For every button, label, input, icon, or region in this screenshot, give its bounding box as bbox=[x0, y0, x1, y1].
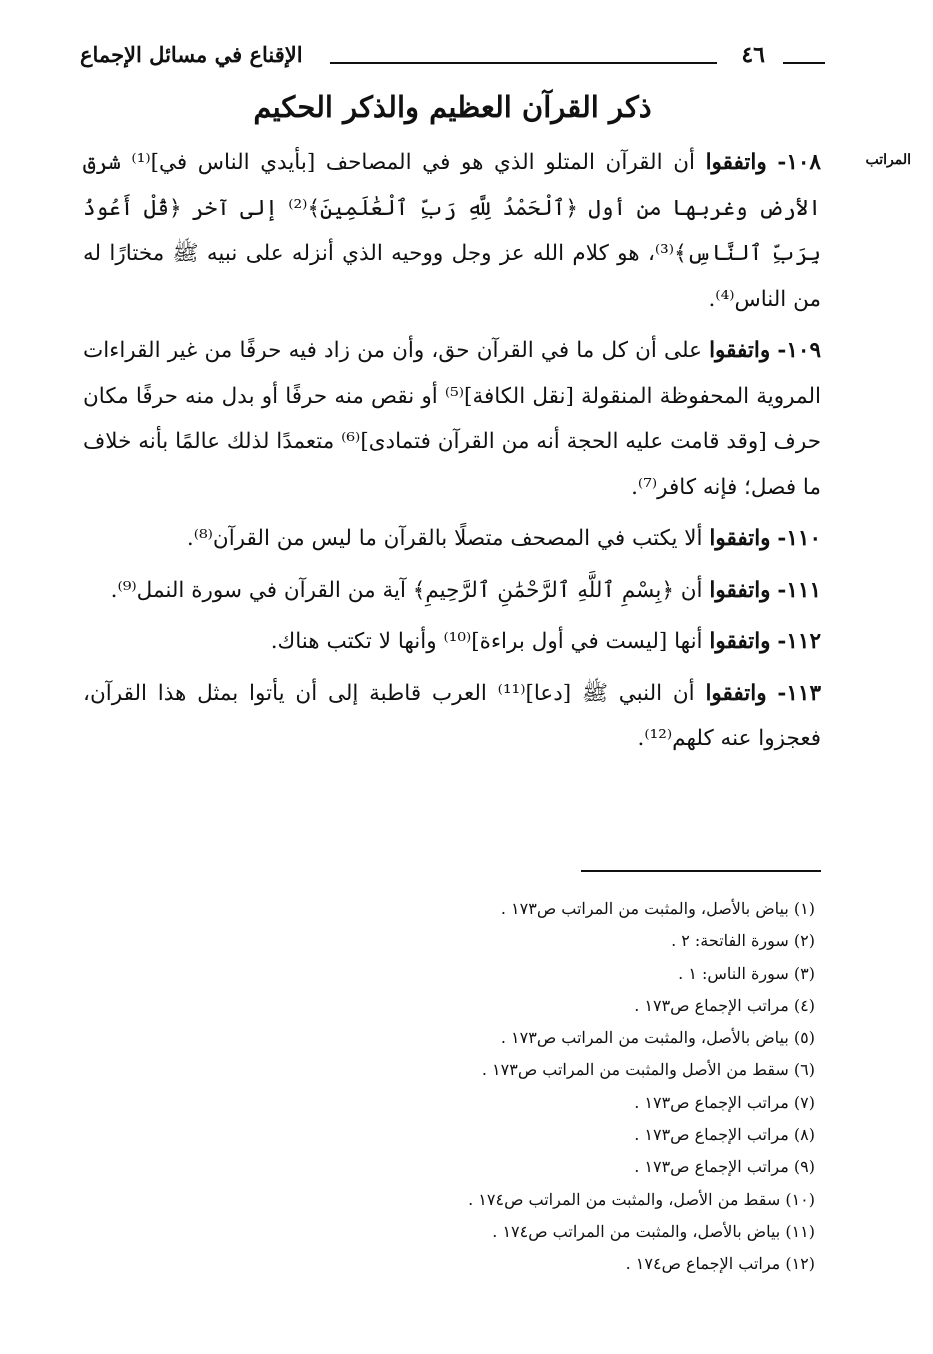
footnote: (١) بياض بالأصل، والمثبت من المراتب ص١٧٣ . bbox=[500, 899, 815, 918]
header-rule-middle bbox=[330, 62, 717, 64]
footnote: (٨) مراتب الإجماع ص١٧٣ . bbox=[634, 1125, 815, 1145]
page-number: ٤٦ bbox=[741, 42, 765, 68]
footnote: (٦) سقط من الأصل والمثبت من المراتب ص١٧٣ . bbox=[481, 1060, 815, 1080]
footnote: (٩) مراتب الإجماع ص١٧٣ . bbox=[634, 1157, 815, 1177]
footnote: (٥) بياض بالأصل، والمثبت من المراتب ص١٧٣ . bbox=[500, 1028, 815, 1048]
chapter-title: ذكر القرآن العظيم والذكر الحكيم bbox=[253, 90, 652, 124]
paragraph-lead: واتفقوا bbox=[709, 577, 771, 603]
paragraph-110 bbox=[83, 516, 821, 562]
footnote: (١٠) سقط من الأصل، والمثبت من المراتب ص١٧٤ . bbox=[468, 1189, 815, 1209]
paragraph-text: على أن كل ما في القرآن حق، وأن من زاد فيه حرفًا من غير القراءات المروية المحفوظة المنقولة [نقل الكافة]⁽⁵⁾ أو نقص منه حرفًا أو بدل منه حرفًا مكان حرف [وقد قامت عليه الحجة أنه من القرآن فتمادى]⁽⁶⁾ متعمدًا لذلك عالمًا بأنه خلاف ما فصل؛ فإنه كافر⁽⁷⁾. bbox=[83, 338, 821, 500]
paragraph-lead: واتفقوا bbox=[709, 338, 771, 363]
paragraph-lead: واتفقوا bbox=[705, 680, 767, 706]
footnote: (١٢) مراتب الإجماع ص١٧٤ . bbox=[625, 1254, 815, 1274]
running-title: الإقناع في مسائل الإجماع bbox=[80, 42, 303, 67]
paragraph-lead: واتفقوا bbox=[709, 526, 771, 551]
paragraph-111 bbox=[83, 568, 821, 614]
page-header bbox=[80, 40, 825, 80]
paragraph-112 bbox=[83, 619, 821, 665]
paragraph-text: أن القرآن المتلو الذي هو في المصاحف [بأيدي الناس في]⁽¹⁾ شرق الأرض وغربها من أول ﴿ٱلْحَمْدُ لِلَّهِ رَبِّ ٱلْعَٰلَمِينَ﴾⁽²⁾ إلى آخر ﴿قُلْ أَعُوذُ بِرَبِّ ٱلنَّاسِ﴾⁽³⁾، هو كلام الله عز وجل ووحيه الذي أنزله على نبيه ﷺ مختارًا له من الناس⁽⁴⁾. bbox=[83, 150, 821, 312]
paragraph-113 bbox=[83, 671, 821, 762]
paragraph-number: ١٠٩- bbox=[777, 338, 822, 363]
paragraph-108 bbox=[83, 140, 821, 322]
footnote-separator bbox=[581, 870, 821, 872]
footnotes bbox=[115, 893, 815, 1281]
paragraph-lead: واتفقوا bbox=[709, 629, 771, 654]
paragraph-text: أنها [ليست في أول براءة]⁽¹⁰⁾ وأنها لا تكتب هناك. bbox=[270, 629, 703, 654]
paragraph-number: ١١٠- bbox=[777, 526, 821, 551]
paragraph-text: أن ﴿بِسْمِ ٱللَّهِ ٱلرَّحْمَٰنِ ٱلرَّحِيمِ﴾ آية من القرآن في سورة النمل⁽⁹⁾. bbox=[110, 577, 703, 603]
paragraph-text: ألا يكتب في المصحف متصلًا بالقرآن ما ليس من القرآن⁽⁸⁾. bbox=[186, 526, 703, 551]
paragraph-number: ١١١- bbox=[777, 577, 821, 603]
paragraph-number: ١١٣- bbox=[777, 680, 822, 706]
paragraph-text: أن النبي ﷺ [دعا]⁽¹¹⁾ العرب قاطبة إلى أن يأتوا بمثل هذا القرآن، فعجزوا عنه كلهم⁽¹²⁾. bbox=[83, 680, 821, 751]
footnote: (٤) مراتب الإجماع ص١٧٣ . bbox=[634, 995, 815, 1015]
paragraph-lead: واتفقوا bbox=[705, 150, 767, 175]
footnote: (٣) سورة الناس: ١ . bbox=[678, 963, 815, 983]
paragraph-number: ١١٢- bbox=[777, 629, 821, 654]
header-rule-right bbox=[783, 62, 825, 64]
footnote: (٢) سورة الفاتحة: ٢ . bbox=[671, 931, 815, 951]
paragraph-109 bbox=[83, 328, 821, 510]
margin-note: المراتب bbox=[865, 152, 911, 168]
footnote: (١١) بياض بالأصل، والمثبت من المراتب ص١٧٤ . bbox=[492, 1221, 815, 1241]
paragraph-number: ١٠٨- bbox=[777, 150, 821, 175]
footnote: (٧) مراتب الإجماع ص١٧٣ . bbox=[634, 1092, 815, 1112]
main-text bbox=[83, 140, 821, 768]
